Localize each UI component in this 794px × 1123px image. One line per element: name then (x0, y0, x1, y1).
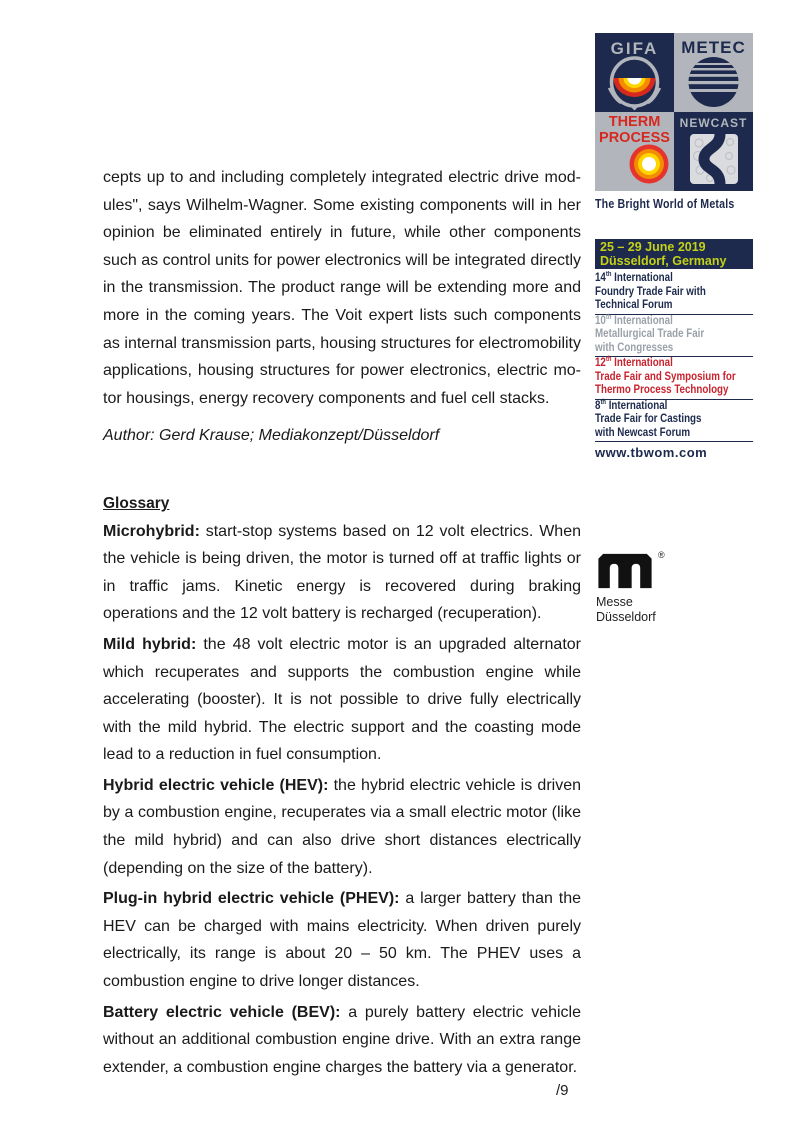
metec-logo-quadrant (674, 33, 753, 112)
gifa-logo-quadrant (595, 33, 674, 112)
glossary-term: Plug-in hybrid electric vehicle (PHEV): (103, 890, 400, 908)
gifa-label: GIFA (610, 39, 659, 58)
glossary-definition: a purely battery electric vehicle without an additional combustion engine drive. With an extra range extender, a combustion engine charges the battery via a generator. (103, 1003, 581, 1076)
glossary-entry-phev (103, 885, 581, 995)
newcast-label: NEWCAST (679, 116, 748, 130)
glossary-definition: a larger battery than the HEV can be charged with mains electricity. When driven purely electrically, its range is about 20 – 50 km. The PHEV uses a combustion engine to drive longer distances. (103, 890, 581, 991)
fair-line: Metallurgical Trade Fair (595, 328, 705, 340)
glossary-entry-hev (103, 772, 581, 882)
fair-list (595, 272, 753, 442)
therm-process-logo-quadrant (595, 112, 674, 191)
fair-line: Foundry Trade Fair with (595, 285, 706, 298)
glossary-definition: start-stop systems based on 12 volt electrics. When the vehicle is being driven, the motor is turned off at traffic lights or in traffic jams. Kinetic energy is recovered during braking operations and the 12 volt battery is recharged (recuperation). (103, 522, 581, 623)
event-location: Düsseldorf, Germany (600, 253, 727, 268)
messe-name: Messe Düsseldorf (596, 595, 656, 624)
tbwom-logo-block (595, 33, 753, 191)
fair-title: 10th International (595, 313, 673, 327)
page-number: /9 (556, 1082, 569, 1099)
glossary-entry-bev (103, 999, 581, 1082)
glossary-term: Hybrid electric vehicle (HEV): (103, 776, 329, 794)
website-url: www.tbwom.com (595, 445, 708, 460)
fair-line: Trade Fair for Castings (595, 413, 702, 425)
fair-title: 14th International (595, 271, 673, 284)
therm-process-label: THERM PROCESS (599, 114, 670, 146)
glossary-term: Mild hybrid: (103, 635, 197, 653)
fair-line: Technical Forum (595, 299, 673, 311)
messe-duesseldorf-logo (596, 552, 686, 624)
fair-item-newcast (595, 400, 753, 443)
body-paragraph: cepts up to and including completely integrated electric drive modules", says Wilhelm-Wagner. Some existing components will in her opinion be eliminated entirely in future, while other components such as control units for power electronics will be integrated directly in the transmission. The product range will be extending more and more in the coming years. The Voit expert lists such components as internal transmission parts, housing structures for electromobility applications, housing structures for power electronics, electric motor housings, energy recovery components and fuel cell stacks. (103, 169, 581, 407)
glossary-heading: Glossary (103, 494, 170, 512)
glossary-term: Battery electric vehicle (BEV): (103, 1003, 341, 1021)
tbwom-tagline: The Bright World of Metals (595, 197, 735, 211)
author-line: Author: Gerd Krause; Mediakonzept/Düsseldorf (103, 427, 440, 445)
glossary-term: Microhybrid: (103, 522, 200, 540)
fair-item-gifa (595, 272, 753, 315)
glossary-entry-mild-hybrid (103, 631, 581, 769)
glossary-entry-microhybrid (103, 518, 581, 628)
fair-title: 12th International (595, 356, 673, 369)
fair-title: 8th International (595, 398, 668, 412)
main-text-column (103, 164, 581, 1084)
fair-line: Trade Fair and Symposium for (595, 370, 736, 383)
fair-item-metec (595, 315, 753, 358)
messe-m-icon (596, 552, 654, 590)
registered-mark: ® (658, 550, 665, 560)
fair-line: with Congresses (595, 341, 674, 354)
fair-line: with Newcast Forum (595, 426, 691, 439)
glossary-definition: the 48 volt electric motor is an upgraded alternator which recuperates and supports the combustion engine while accelerating (booster). It is not possible to drive fully electrically with the mild hybrid. The electric support and the coasting mode lead to a reduction in fuel consumption. (103, 635, 581, 764)
event-date: 25 – 29 June 2019 (600, 240, 706, 254)
newcast-logo-quadrant (674, 112, 753, 191)
event-date-banner (595, 239, 753, 269)
fair-item-thermprocess (595, 357, 753, 400)
fair-line: Thermo Process Technology (595, 384, 729, 396)
glossary-definition: the hybrid electric vehicle is driven by a combustion engine, recuperates via a small electric motor (like the mild hybrid) and can also drive short distances electrically (depending on the size of the battery). (103, 776, 582, 877)
metec-label: METEC (681, 38, 746, 57)
